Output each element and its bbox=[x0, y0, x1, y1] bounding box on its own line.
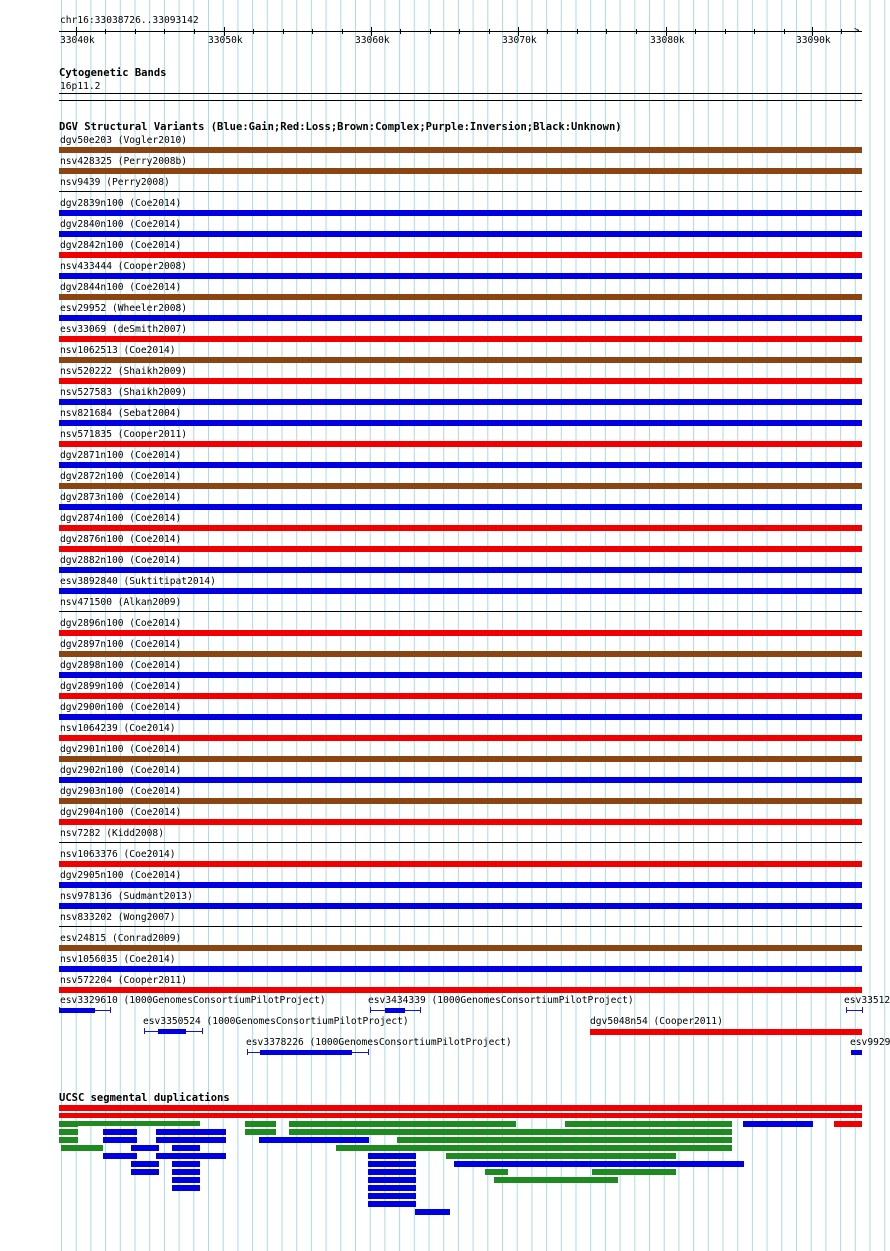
variant-feature-esv3350524[interactable] bbox=[158, 1029, 186, 1034]
variant-label: dgv2899n100 (Coe2014) bbox=[60, 681, 182, 692]
variant-bar-complex[interactable] bbox=[59, 357, 862, 363]
variant-label: nsv520222 (Shaikh2009) bbox=[60, 366, 188, 377]
variant-span-line bbox=[846, 1010, 862, 1011]
ruler-minor-tick bbox=[636, 29, 637, 34]
ruler-minor-tick bbox=[547, 29, 548, 34]
segdup-feature-blue[interactable] bbox=[368, 1161, 416, 1167]
ruler-minor-tick bbox=[283, 29, 284, 34]
variant-span-end bbox=[846, 1007, 847, 1013]
variant-label: esv29952 (Wheeler2008) bbox=[60, 303, 188, 314]
variant-bar-loss[interactable] bbox=[59, 378, 862, 384]
variant-label: dgv2902n100 (Coe2014) bbox=[60, 765, 182, 776]
variant-span-end bbox=[420, 1007, 421, 1013]
segdup-feature-blue[interactable] bbox=[368, 1169, 416, 1175]
variant-label: nsv7282 (Kidd2008) bbox=[60, 828, 164, 839]
variant-feature-esv3329610[interactable] bbox=[59, 1008, 95, 1013]
segdup-feature-green[interactable] bbox=[446, 1153, 676, 1159]
segdup-feature-blue[interactable] bbox=[172, 1161, 200, 1167]
segdup-feature-red[interactable] bbox=[834, 1121, 862, 1127]
variant-bar-loss[interactable] bbox=[59, 525, 862, 531]
variant-label: dgv2872n100 (Coe2014) bbox=[60, 471, 182, 482]
variant-label: dgv2840n100 (Coe2014) bbox=[60, 219, 182, 230]
segdup-feature-green[interactable] bbox=[59, 1121, 78, 1127]
ruler-tick-label: 33070k bbox=[502, 35, 537, 46]
variant-bar-gain[interactable] bbox=[59, 966, 862, 972]
variant-label: dgv50e203 (Vogler2010) bbox=[60, 135, 188, 146]
variant-bar-complex[interactable] bbox=[59, 945, 862, 951]
variant-bar-gain[interactable] bbox=[59, 714, 862, 720]
variant-label: nsv9439 (Perry2008) bbox=[60, 177, 170, 188]
variant-feature-dgv5048n54[interactable] bbox=[590, 1029, 862, 1035]
ruler-minor-tick bbox=[312, 29, 313, 34]
ruler-minor-tick bbox=[695, 29, 696, 34]
variant-label: dgv2898n100 (Coe2014) bbox=[60, 660, 182, 671]
variant-bar-gain[interactable] bbox=[59, 462, 862, 468]
variant-bar-complex[interactable] bbox=[59, 147, 862, 153]
variant-span-end bbox=[370, 1007, 371, 1013]
variant-bar-loss[interactable] bbox=[59, 735, 862, 741]
segdup-feature-green[interactable] bbox=[61, 1145, 103, 1151]
segdup-feature-green[interactable] bbox=[494, 1177, 618, 1183]
variant-span-end bbox=[368, 1049, 369, 1055]
variant-label: dgv2871n100 (Coe2014) bbox=[60, 450, 182, 461]
segdup-feature-red[interactable] bbox=[59, 1105, 862, 1111]
variant-span-end bbox=[247, 1049, 248, 1055]
variant-label-dgv5048n54: dgv5048n54 (Cooper2011) bbox=[590, 1016, 723, 1027]
segdup-feature-blue[interactable] bbox=[368, 1153, 416, 1159]
variant-bar-loss[interactable] bbox=[59, 441, 862, 447]
segdup-feature-green[interactable] bbox=[245, 1121, 276, 1127]
variant-bar-unknown[interactable] bbox=[59, 611, 862, 612]
variant-label: dgv2873n100 (Coe2014) bbox=[60, 492, 182, 503]
variant-bar-gain[interactable] bbox=[59, 273, 862, 279]
segdup-feature-blue[interactable] bbox=[103, 1153, 137, 1159]
segdup-feature-blue[interactable] bbox=[103, 1137, 137, 1143]
ruler-minor-tick bbox=[194, 29, 195, 34]
variant-label: esv24815 (Conrad2009) bbox=[60, 933, 182, 944]
variant-bar-complex[interactable] bbox=[59, 798, 862, 804]
ruler-minor-tick bbox=[606, 29, 607, 34]
variant-label: dgv2874n100 (Coe2014) bbox=[60, 513, 182, 524]
segdup-feature-green[interactable] bbox=[78, 1121, 200, 1126]
ruler-coordinates: chr16:33038726..33093142 bbox=[60, 15, 199, 26]
variant-bar-gain[interactable] bbox=[59, 504, 862, 510]
ruler-tick-label: 33040k bbox=[60, 35, 95, 46]
variant-label: nsv471500 (Alkan2009) bbox=[60, 597, 182, 608]
variant-bar-complex[interactable] bbox=[59, 651, 862, 657]
variant-bar-unknown[interactable] bbox=[59, 926, 862, 927]
variant-label-esv3329610: esv3329610 (1000GenomesConsortiumPilotProject) bbox=[60, 995, 326, 1006]
variant-bar-gain[interactable] bbox=[59, 903, 862, 909]
segdup-feature-green[interactable] bbox=[59, 1137, 78, 1143]
variant-label: nsv527583 (Shaikh2009) bbox=[60, 387, 188, 398]
variant-bar-complex[interactable] bbox=[59, 756, 862, 762]
variant-label: dgv2842n100 (Coe2014) bbox=[60, 240, 182, 251]
segdup-feature-blue[interactable] bbox=[156, 1129, 226, 1135]
variant-label: dgv2904n100 (Coe2014) bbox=[60, 807, 182, 818]
segdup-feature-blue[interactable] bbox=[259, 1137, 369, 1143]
segdup-feature-blue[interactable] bbox=[368, 1177, 416, 1183]
variant-label: nsv428325 (Perry2008b) bbox=[60, 156, 188, 167]
variant-bar-gain[interactable] bbox=[59, 315, 862, 321]
segdup-feature-green[interactable] bbox=[59, 1129, 78, 1135]
segdup-feature-green[interactable] bbox=[245, 1129, 276, 1135]
variant-label: nsv1063376 (Coe2014) bbox=[60, 849, 176, 860]
cytoband-line-bottom bbox=[59, 100, 862, 101]
variant-label: dgv2844n100 (Coe2014) bbox=[60, 282, 182, 293]
variant-bar-complex[interactable] bbox=[59, 294, 862, 300]
cytoband-line-top bbox=[59, 93, 862, 94]
ruler-minor-tick bbox=[253, 29, 254, 34]
ruler-minor-tick bbox=[430, 29, 431, 34]
ruler-axis bbox=[59, 31, 862, 32]
variant-bar-loss[interactable] bbox=[59, 252, 862, 258]
dgv-track-title[interactable]: DGV Structural Variants (Blue:Gain;Red:Loss;Brown:Complex;Purple:Inversion;Black:Unknown) bbox=[59, 121, 622, 133]
variant-label-esv3350524: esv3350524 (1000GenomesConsortiumPilotProject) bbox=[143, 1016, 409, 1027]
variant-bar-complex[interactable] bbox=[59, 168, 862, 174]
segdup-feature-blue[interactable] bbox=[743, 1121, 813, 1127]
variant-label: dgv2876n100 (Coe2014) bbox=[60, 534, 182, 545]
variant-label: dgv2903n100 (Coe2014) bbox=[60, 786, 182, 797]
variant-bar-loss[interactable] bbox=[59, 819, 862, 825]
variant-feature-esv9929[interactable] bbox=[851, 1050, 862, 1055]
segdup-feature-blue[interactable] bbox=[172, 1177, 200, 1183]
segdup-feature-blue[interactable] bbox=[103, 1129, 137, 1135]
variant-label: dgv2900n100 (Coe2014) bbox=[60, 702, 182, 713]
variant-label: nsv1062513 (Coe2014) bbox=[60, 345, 176, 356]
segdup-feature-blue[interactable] bbox=[172, 1185, 200, 1191]
variant-label-esv33512: esv33512 bbox=[844, 995, 890, 1006]
variant-bar-loss[interactable] bbox=[59, 987, 862, 993]
variant-bar-loss[interactable] bbox=[59, 336, 862, 342]
segdup-track-title[interactable]: UCSC segmental duplications bbox=[59, 1092, 230, 1104]
ruler-minor-tick bbox=[342, 29, 343, 34]
segdup-feature-blue[interactable] bbox=[156, 1137, 226, 1143]
segdup-feature-green[interactable] bbox=[289, 1129, 732, 1135]
ruler-arrow-icon: > bbox=[854, 26, 860, 36]
ruler-tick-label: 33060k bbox=[355, 35, 390, 46]
variant-label: nsv571835 (Cooper2011) bbox=[60, 429, 188, 440]
variant-bar-gain[interactable] bbox=[59, 777, 862, 783]
segdup-feature-blue[interactable] bbox=[368, 1193, 416, 1199]
variant-span-end bbox=[202, 1028, 203, 1034]
variant-bar-gain[interactable] bbox=[59, 210, 862, 216]
segdup-feature-blue[interactable] bbox=[415, 1209, 450, 1215]
variant-label: dgv2901n100 (Coe2014) bbox=[60, 744, 182, 755]
variant-bar-loss[interactable] bbox=[59, 861, 862, 867]
segdup-feature-green[interactable] bbox=[485, 1169, 508, 1175]
variant-feature-esv3378226[interactable] bbox=[260, 1050, 352, 1055]
ruler-minor-tick bbox=[784, 29, 785, 34]
ruler-minor-tick bbox=[489, 29, 490, 34]
variant-span-end bbox=[110, 1007, 111, 1013]
variant-label-esv9929: esv9929 bbox=[850, 1037, 890, 1048]
segdup-feature-blue[interactable] bbox=[368, 1201, 416, 1207]
ruler-minor-tick bbox=[135, 29, 136, 34]
segdup-feature-blue[interactable] bbox=[368, 1185, 416, 1191]
ruler-tick-label: 33050k bbox=[208, 35, 243, 46]
variant-span-end bbox=[144, 1028, 145, 1034]
segdup-feature-green[interactable] bbox=[565, 1121, 732, 1127]
segdup-feature-green[interactable] bbox=[397, 1137, 732, 1143]
cytoband-track-title[interactable]: Cytogenetic Bands bbox=[59, 67, 167, 79]
variant-feature-esv3434339[interactable] bbox=[385, 1008, 405, 1013]
variant-label: dgv2882n100 (Coe2014) bbox=[60, 555, 182, 566]
variant-label: nsv833202 (Wong2007) bbox=[60, 912, 176, 923]
segdup-feature-blue[interactable] bbox=[172, 1169, 200, 1175]
segdup-feature-blue[interactable] bbox=[131, 1145, 159, 1151]
variant-label-esv3434339: esv3434339 (1000GenomesConsortiumPilotProject) bbox=[368, 995, 634, 1006]
ruler-minor-tick bbox=[754, 29, 755, 34]
variant-bar-gain[interactable] bbox=[59, 231, 862, 237]
ruler-minor-tick bbox=[400, 29, 401, 34]
segdup-feature-blue[interactable] bbox=[156, 1153, 226, 1159]
cytoband-label: 16p11.2 bbox=[60, 81, 101, 92]
segdup-feature-blue[interactable] bbox=[454, 1161, 744, 1167]
variant-label: dgv2896n100 (Coe2014) bbox=[60, 618, 182, 629]
variant-bar-gain[interactable] bbox=[59, 420, 862, 426]
variant-label: dgv2905n100 (Coe2014) bbox=[60, 870, 182, 881]
variant-bar-unknown[interactable] bbox=[59, 842, 862, 843]
variant-label: dgv2839n100 (Coe2014) bbox=[60, 198, 182, 209]
ruler-tick-label: 33090k bbox=[796, 35, 831, 46]
variant-label: nsv821684 (Sebat2004) bbox=[60, 408, 182, 419]
variant-bar-gain[interactable] bbox=[59, 567, 862, 573]
segdup-feature-green[interactable] bbox=[289, 1121, 516, 1127]
variant-bar-complex[interactable] bbox=[59, 483, 862, 489]
ruler-minor-tick bbox=[459, 29, 460, 34]
variant-label: nsv978136 (Sudmant2013) bbox=[60, 891, 193, 902]
segdup-feature-blue[interactable] bbox=[131, 1161, 159, 1167]
variant-bar-gain[interactable] bbox=[59, 399, 862, 405]
variant-label: nsv1064239 (Coe2014) bbox=[60, 723, 176, 734]
variant-bar-gain[interactable] bbox=[59, 672, 862, 678]
variant-label: nsv433444 (Cooper2008) bbox=[60, 261, 188, 272]
variant-bar-loss[interactable] bbox=[59, 693, 862, 699]
segdup-feature-blue[interactable] bbox=[131, 1169, 159, 1175]
segdup-feature-blue[interactable] bbox=[172, 1145, 200, 1151]
variant-label-esv3378226: esv3378226 (1000GenomesConsortiumPilotProject) bbox=[246, 1037, 512, 1048]
ruler-minor-tick bbox=[841, 29, 842, 34]
variant-label: nsv572204 (Cooper2011) bbox=[60, 975, 188, 986]
segdup-feature-green[interactable] bbox=[336, 1145, 732, 1151]
variant-bar-loss[interactable] bbox=[59, 630, 862, 636]
ruler-minor-tick bbox=[577, 29, 578, 34]
variant-bar-gain[interactable] bbox=[59, 588, 862, 594]
ruler-minor-tick bbox=[105, 29, 106, 34]
variant-label: dgv2897n100 (Coe2014) bbox=[60, 639, 182, 650]
variant-label: esv33069 (deSmith2007) bbox=[60, 324, 188, 335]
ruler-minor-tick bbox=[725, 29, 726, 34]
variant-bar-gain[interactable] bbox=[59, 882, 862, 888]
ruler-minor-tick bbox=[164, 29, 165, 34]
variant-label: esv3892840 (Suktitipat2014) bbox=[60, 576, 216, 587]
variant-bar-unknown[interactable] bbox=[59, 191, 862, 192]
segdup-feature-red[interactable] bbox=[59, 1113, 862, 1118]
variant-span-end bbox=[862, 1007, 863, 1013]
variant-label: nsv1056035 (Coe2014) bbox=[60, 954, 176, 965]
ruler-tick-label: 33080k bbox=[650, 35, 685, 46]
segdup-feature-green[interactable] bbox=[592, 1169, 676, 1175]
variant-bar-loss[interactable] bbox=[59, 546, 862, 552]
